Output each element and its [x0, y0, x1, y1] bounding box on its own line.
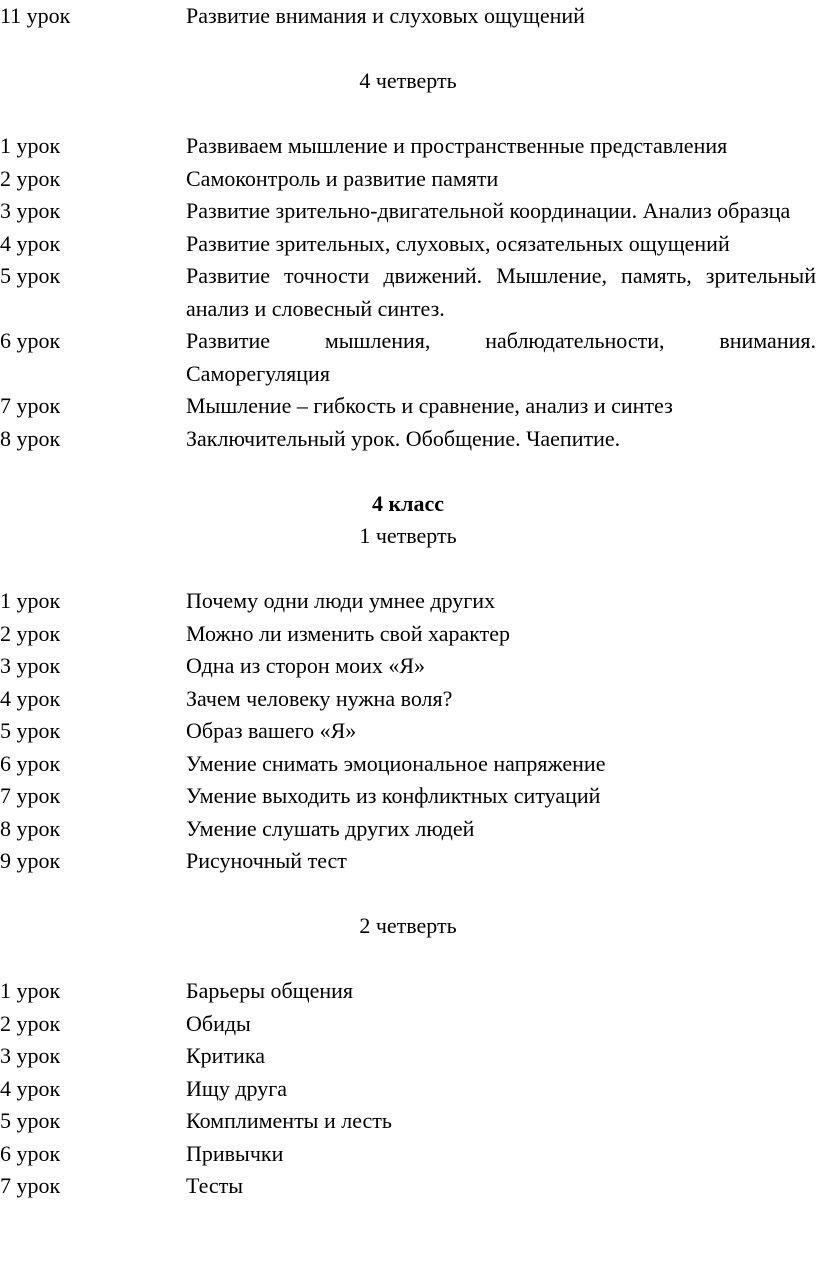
lesson-row	[0, 780, 816, 813]
lesson-row	[0, 195, 816, 228]
lesson-topic: Развитие зрительных, слуховых, осязательных ощущений	[186, 230, 730, 256]
lesson-row	[0, 325, 816, 390]
lesson-number: 1 урок	[0, 978, 61, 1003]
lesson-number: 8 урок	[0, 425, 61, 451]
blank-line	[0, 455, 816, 488]
lesson-number: 2 урок	[0, 1010, 61, 1036]
lesson-number: 3 урок	[0, 198, 61, 223]
lesson-topic: Одна из сторон моих «Я»	[186, 653, 426, 678]
lesson-row	[0, 845, 816, 878]
lesson-number: 5 урок	[0, 1108, 61, 1133]
lesson-number: 1 урок	[0, 133, 61, 158]
lesson-number: 8 урок	[0, 815, 61, 841]
lesson-row	[0, 1170, 816, 1203]
lesson-topic: Ищу друга	[186, 1075, 288, 1101]
lesson-topic: Развитие внимания и слуховых ощущений	[186, 3, 585, 28]
quarter-heading: 4 четверть	[359, 68, 457, 93]
lesson-row	[0, 260, 816, 325]
blank-line	[0, 33, 816, 66]
quarter-heading: 1 четверть	[359, 523, 457, 548]
lesson-row	[0, 748, 816, 781]
lesson-topic: Развитие точности движений. Мышление, память, зрительный анализ и словесный синтез.	[186, 263, 816, 321]
lesson-row	[0, 1008, 816, 1041]
lesson-number: 6 урок	[0, 750, 61, 776]
lesson-topic: Зачем человеку нужна воля?	[186, 685, 453, 711]
blank-line	[0, 878, 816, 911]
lesson-row	[0, 423, 816, 456]
blank-line	[0, 98, 816, 131]
lesson-row	[0, 715, 816, 748]
lesson-topic: Заключительный урок. Обобщение. Чаепитие.	[186, 425, 621, 451]
lesson-topic: Развитие зрительно-двигательной координации. Анализ образца	[186, 198, 791, 223]
lesson-number: 7 урок	[0, 393, 61, 418]
lesson-row	[0, 683, 816, 716]
lesson-number: 7 урок	[0, 783, 61, 808]
lesson-number: 11 урок	[0, 3, 71, 28]
lesson-row	[0, 1073, 816, 1106]
lesson-number: 3 урок	[0, 653, 61, 678]
lesson-row	[0, 813, 816, 846]
lesson-number: 9 урок	[0, 848, 61, 873]
lesson-number: 5 урок	[0, 263, 61, 288]
lesson-topic: Мышление – гибкость и сравнение, анализ и синтез	[186, 393, 673, 418]
lesson-row	[0, 163, 816, 196]
lesson-row	[0, 390, 816, 423]
lesson-topic: Барьеры общения	[186, 978, 354, 1003]
lesson-number: 5 урок	[0, 718, 61, 743]
lesson-topic: Умение слушать других людей	[186, 815, 475, 841]
lesson-row	[0, 1105, 816, 1138]
lesson-number: 4 урок	[0, 685, 61, 711]
lesson-row	[0, 130, 816, 163]
lesson-row	[0, 228, 816, 261]
lesson-row	[0, 618, 816, 651]
lesson-row	[0, 1138, 816, 1171]
lesson-number: 4 урок	[0, 230, 61, 256]
lesson-row	[0, 585, 816, 618]
lesson-number: 2 урок	[0, 165, 61, 191]
lesson-topic: Умение снимать эмоциональное напряжение	[186, 750, 606, 776]
lesson-topic: Самоконтроль и развитие памяти	[186, 165, 499, 191]
blank-line	[0, 553, 816, 586]
lesson-number: 4 урок	[0, 1075, 61, 1101]
lesson-number: 2 урок	[0, 620, 61, 646]
lesson-topic: Обиды	[186, 1010, 251, 1036]
lesson-number: 3 урок	[0, 1043, 61, 1068]
lesson-topic: Развитие мышления, наблюдательности, внимания. Саморегуляция	[186, 328, 816, 386]
lesson-row	[0, 1040, 816, 1073]
blank-line	[0, 943, 816, 976]
lesson-topic: Можно ли изменить свой характер	[186, 620, 511, 646]
lesson-topic: Критика	[186, 1043, 265, 1068]
lesson-row	[0, 975, 816, 1008]
lesson-topic: Почему одни люди умнее других	[186, 588, 496, 613]
lesson-topic: Комплименты и лесть	[186, 1108, 392, 1133]
lesson-number: 7 урок	[0, 1173, 61, 1198]
lesson-topic: Развиваем мышление и пространственные представления	[186, 133, 728, 158]
lesson-topic: Тесты	[186, 1173, 244, 1198]
quarter-heading: 2 четверть	[359, 913, 457, 938]
lesson-number: 6 урок	[0, 1140, 61, 1166]
class-heading: 4 класс	[371, 490, 445, 516]
lesson-number: 1 урок	[0, 588, 61, 613]
lesson-row	[0, 650, 816, 683]
lesson-topic: Умение выходить из конфликтных ситуаций	[186, 783, 601, 808]
lesson-row	[0, 0, 816, 33]
lesson-topic: Рисуночный тест	[186, 848, 347, 873]
lesson-number: 6 урок	[0, 328, 61, 353]
lesson-topic: Привычки	[186, 1140, 284, 1166]
lesson-topic: Образ вашего «Я»	[186, 718, 357, 743]
